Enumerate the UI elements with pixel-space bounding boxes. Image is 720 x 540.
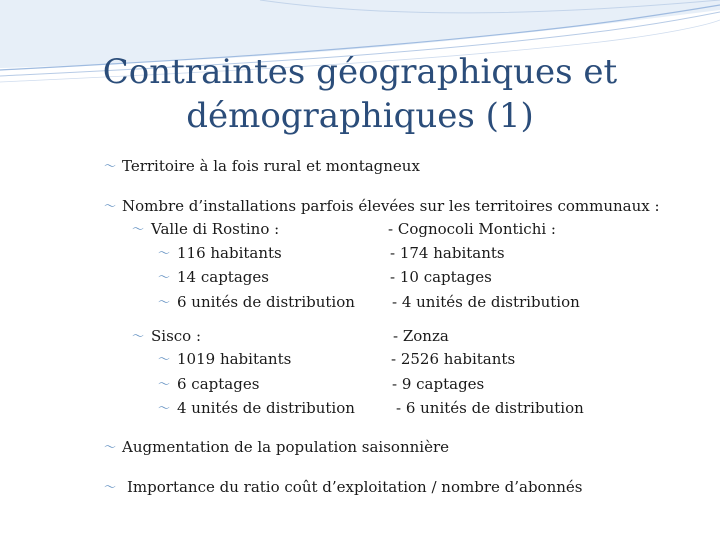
wavy-bullet-icon: 〜 [132,329,145,343]
slide-title [0,50,720,138]
wavy-bullet-icon: 〜 [158,377,171,391]
wavy-bullet-icon: 〜 [132,222,145,236]
wavy-bullet-icon: 〜 [104,480,117,494]
list-item: - 9 captages [392,375,485,393]
list-item: 6 unités de distribution [177,293,355,311]
commune-zonza: - Zonza [393,327,449,345]
wavy-bullet-icon: 〜 [158,401,171,415]
list-item: 14 captages [177,268,269,286]
bullet-nombre-installations: Nombre d’installations parfois élevées sur les territoires communaux : [122,197,660,215]
wavy-bullet-icon: 〜 [104,199,117,213]
wavy-bullet-icon: 〜 [104,440,117,454]
wavy-bullet-icon: 〜 [158,295,171,309]
list-item: - 2526 habitants [391,350,516,368]
list-item: - 6 unités de distribution [396,399,584,417]
list-item: - 174 habitants [390,244,505,262]
list-item: 6 captages [177,375,260,393]
bullet-ratio-cout: Importance du ratio coût d’exploitation / nombre d’abonnés [127,478,583,496]
bullet-rural-montagneux: Territoire à la fois rural et montagneux [122,157,420,175]
wavy-bullet-icon: 〜 [158,352,171,366]
title-line-1: Contraintes géographiques et [102,52,618,92]
wavy-bullet-icon: 〜 [158,246,171,260]
bullet-population-saisonniere: Augmentation de la population saisonnière [122,438,449,456]
commune-valle-di-rostino: Valle di Rostino : [151,220,280,238]
list-item: 4 unités de distribution [177,399,355,417]
list-item: 1019 habitants [177,350,292,368]
commune-cognocoli-montichi: - Cognocoli Montichi : [388,220,556,238]
title-line-2: démographiques (1) [186,96,534,136]
list-item: - 4 unités de distribution [392,293,580,311]
wavy-bullet-icon: 〜 [158,270,171,284]
list-item: - 10 captages [390,268,492,286]
list-item: 116 habitants [177,244,282,262]
commune-sisco: Sisco : [151,327,202,345]
wavy-bullet-icon: 〜 [104,159,117,173]
